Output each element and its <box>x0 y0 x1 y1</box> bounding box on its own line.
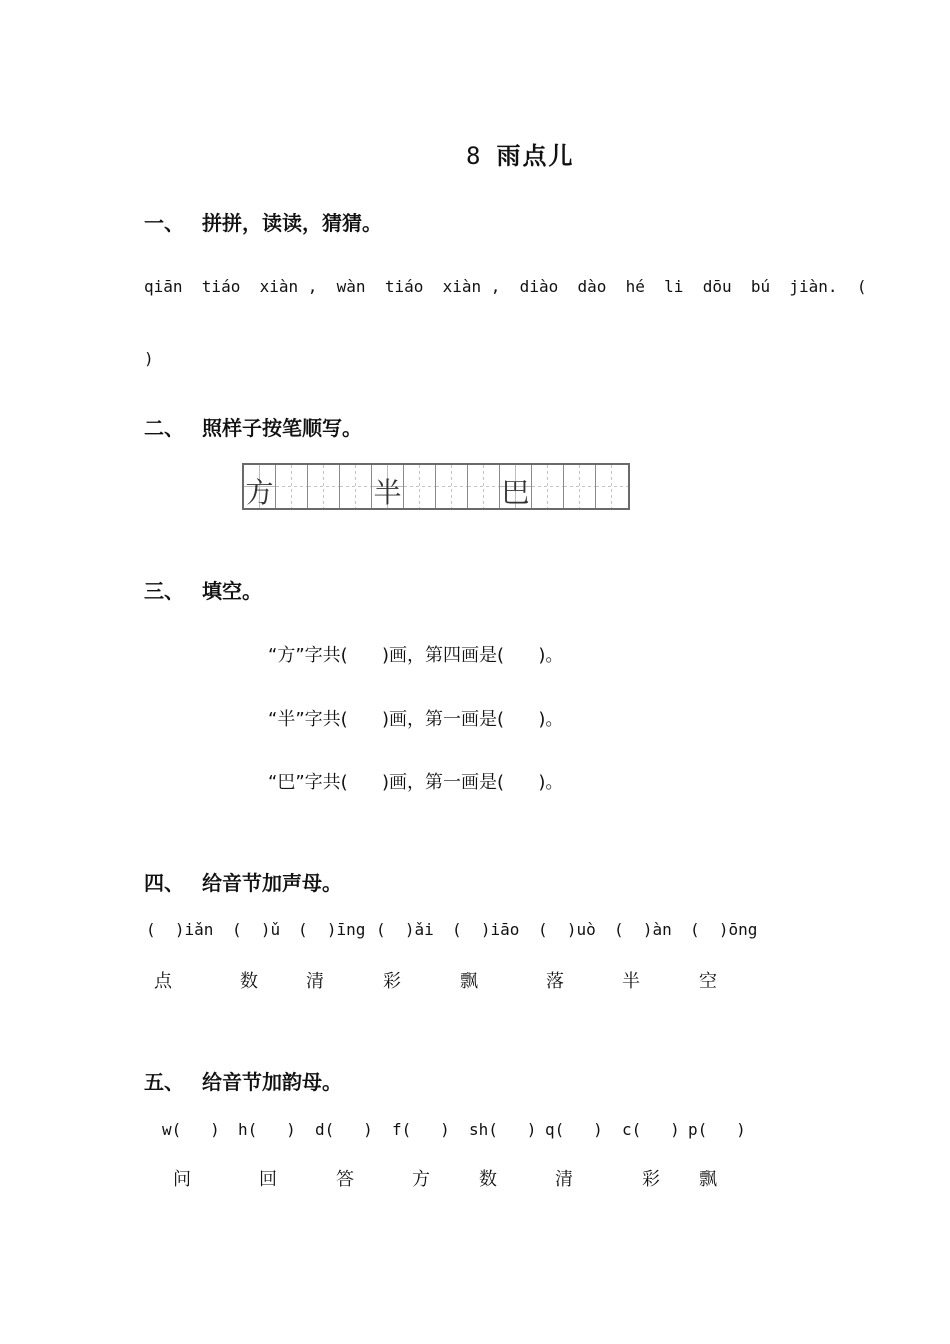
stroke-writing-grid <box>242 463 630 510</box>
section3-heading <box>144 575 262 604</box>
section3-number: 三、 <box>144 579 184 603</box>
grid-char: 巴 <box>501 476 530 509</box>
section2-heading <box>144 412 362 441</box>
initial-char-1: 点 <box>154 971 172 992</box>
lesson-title: 雨点儿 <box>496 142 575 170</box>
section4-heading <box>144 867 342 896</box>
grid-char: 半 <box>373 476 402 509</box>
page-title <box>466 136 574 171</box>
section5-title: 给音节加韵母。 <box>202 1070 342 1094</box>
section3-title: 填空。 <box>202 579 262 603</box>
final-char-1: 问 <box>173 1169 191 1190</box>
grid-cell[interactable] <box>500 465 532 508</box>
final-pinyin-2: h( ) <box>238 1120 296 1139</box>
initial-pinyin-8: ( )ōng <box>690 920 758 939</box>
final-char-6: 清 <box>555 1169 573 1190</box>
grid-cell[interactable] <box>340 465 372 508</box>
section4-title: 给音节加声母。 <box>202 871 342 895</box>
grid-cell[interactable] <box>532 465 564 508</box>
grid-cell[interactable] <box>372 465 404 508</box>
final-char-8: 飘 <box>699 1169 717 1190</box>
section5-heading <box>144 1066 342 1095</box>
initial-pinyin-4: ( )ǎi <box>376 920 434 939</box>
fill-line-ba: “巴”字共( )画，第一画是( )。 <box>268 772 564 793</box>
final-char-3: 答 <box>336 1169 354 1190</box>
final-char-7: 彩 <box>642 1169 660 1190</box>
initial-pinyin-3: ( )īng <box>298 920 366 939</box>
initial-char-4: 彩 <box>383 971 401 992</box>
final-pinyin-1: w( ) <box>162 1120 220 1139</box>
grid-cell[interactable] <box>308 465 340 508</box>
final-char-4: 方 <box>412 1169 430 1190</box>
initial-char-8: 空 <box>699 971 717 992</box>
initial-char-3: 清 <box>306 971 324 992</box>
grid-cell[interactable] <box>468 465 500 508</box>
riddle-pinyin: qiān tiáo xiàn , wàn tiáo xiàn , diào dào hé li dōu bú jiàn. ( <box>144 277 867 296</box>
grid-cell[interactable] <box>564 465 596 508</box>
section2-number: 二、 <box>144 416 184 440</box>
section5-number: 五、 <box>144 1070 184 1094</box>
section2-title: 照样子按笔顺写。 <box>202 416 362 440</box>
section1-title: 拼拼，读读，猜猜。 <box>202 211 382 235</box>
grid-cell[interactable] <box>404 465 436 508</box>
final-char-5: 数 <box>479 1169 497 1190</box>
grid-cell[interactable] <box>436 465 468 508</box>
final-pinyin-4: f( ) <box>392 1120 450 1139</box>
initial-pinyin-1: ( )iǎn <box>146 920 214 939</box>
initial-char-6: 落 <box>546 971 564 992</box>
initial-pinyin-7: ( )àn <box>614 920 672 939</box>
grid-char: 方 <box>245 476 274 509</box>
final-pinyin-6: q( ) <box>545 1120 603 1139</box>
fill-line-fang: “方”字共( )画，第四画是( )。 <box>268 645 564 666</box>
final-pinyin-8: p( ) <box>688 1120 746 1139</box>
final-pinyin-7: c( ) <box>622 1120 680 1139</box>
section1-heading <box>144 207 382 236</box>
initial-pinyin-2: ( )ǔ <box>232 920 281 939</box>
initial-pinyin-5: ( )iāo <box>452 920 520 939</box>
riddle-answer-close: ) <box>144 349 154 368</box>
final-pinyin-5: sh( ) <box>469 1120 537 1139</box>
final-char-2: 回 <box>259 1169 277 1190</box>
grid-cell[interactable] <box>596 465 628 508</box>
section4-number: 四、 <box>144 871 184 895</box>
lesson-number: 8 <box>466 142 483 170</box>
initial-char-5: 飘 <box>460 971 478 992</box>
initial-char-2: 数 <box>240 971 258 992</box>
initial-char-7: 半 <box>622 971 640 992</box>
section1-number: 一、 <box>144 211 184 235</box>
grid-cell[interactable] <box>276 465 308 508</box>
initial-pinyin-6: ( )uò <box>538 920 596 939</box>
fill-line-ban: “半”字共( )画，第一画是( )。 <box>268 709 564 730</box>
grid-cell[interactable] <box>244 465 276 508</box>
final-pinyin-3: d( ) <box>315 1120 373 1139</box>
